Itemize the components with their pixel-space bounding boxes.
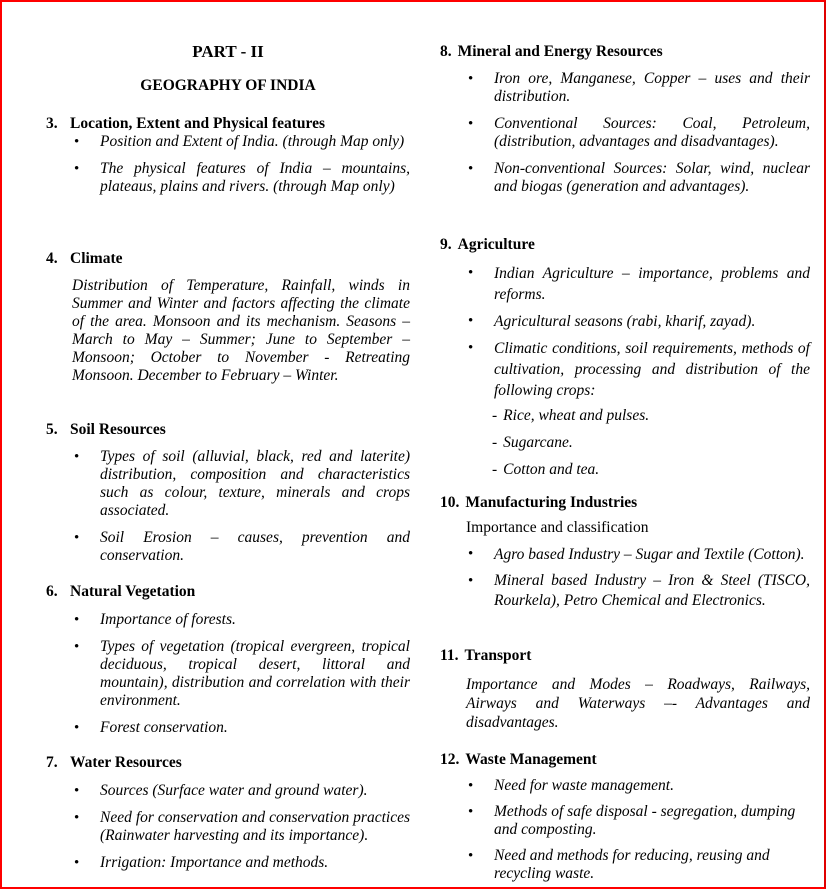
- section-heading: 3. Location, Extent and Physical features: [46, 115, 326, 132]
- list-item: • Iron ore, Manganese, Copper – uses and their distribution.: [440, 70, 810, 106]
- section-minerals: [440, 43, 810, 196]
- section-vegetation: [46, 583, 410, 737]
- section-heading: 11. Transport: [440, 647, 532, 664]
- part-title: PART - II: [192, 42, 264, 61]
- list-item: • Sources (Surface water and ground water).: [46, 782, 410, 800]
- list-item: • Conventional Sources: Coal, Petroleum, (distribution, advantages and disadvantages).: [440, 115, 810, 151]
- bullet-list: [440, 777, 810, 883]
- section-intro: Importance and classification: [466, 519, 649, 536]
- list-item: • Methods of safe disposal - segregation, dumping and composting.: [440, 803, 810, 839]
- list-item: • Types of soil (alluvial, black, red and laterite) distribution, composition and characteristics such as colour, texture, minerals and crops associated.: [46, 448, 410, 520]
- list-item: • Need for waste management.: [440, 777, 810, 795]
- section-heading: 12. Waste Management: [440, 751, 597, 768]
- list-item: • The physical features of India – mountains, plateaus, plains and rivers. (through Map only): [46, 160, 410, 196]
- list-item: • Importance of forests.: [46, 611, 410, 629]
- dash-marker: -: [492, 434, 498, 451]
- section-water: [46, 754, 410, 872]
- bullet-list: [440, 70, 810, 196]
- section-agriculture: [440, 236, 810, 479]
- list-item: • Agro based Industry – Sugar and Textile (Cotton).: [440, 545, 810, 564]
- section-heading: 5. Soil Resources: [46, 421, 166, 438]
- list-item: • Need and methods for reducing, reusing and recycling waste.: [440, 847, 810, 883]
- dash-marker: -: [492, 461, 498, 478]
- bullet-list: [440, 545, 810, 611]
- bullet-list: [46, 611, 410, 737]
- section-paragraph: Importance and Modes – Roadways, Railways, Airways and Waterways –- Advantages and disadvantages.: [466, 676, 810, 731]
- dash-marker: -: [492, 407, 498, 424]
- list-item: • Soil Erosion – causes, prevention and conservation.: [46, 529, 410, 565]
- list-item: • Non-conventional Sources: Solar, wind, nuclear and biogas (generation and advantages).: [440, 160, 810, 196]
- bullet-list: [440, 263, 810, 401]
- subject-title: GEOGRAPHY OF INDIA: [140, 77, 316, 94]
- section-heading: 9. Agriculture: [440, 236, 535, 253]
- bullet-list: [46, 448, 410, 565]
- list-item: • Irrigation: Importance and methods.: [46, 854, 410, 872]
- list-item: • Types of vegetation (tropical evergreen, tropical deciduous, tropical desert, littoral and mountain), distribution and correlation with their environment.: [46, 638, 410, 710]
- list-item: • Indian Agriculture – importance, problems and reforms.: [440, 263, 810, 305]
- list-item: • Mineral based Industry – Iron & Steel (TISCO, Rourkela), Petro Chemical and Electronics.: [440, 571, 810, 611]
- section-heading: 7. Water Resources: [46, 754, 182, 771]
- list-item: • Position and Extent of India. (through Map only): [46, 133, 410, 151]
- section-waste: [440, 751, 810, 883]
- bullet-list: [46, 782, 410, 872]
- list-item: • Agricultural seasons (rabi, kharif, zayad).: [440, 311, 810, 332]
- section-heading: 6. Natural Vegetation: [46, 583, 196, 600]
- section-paragraph: Distribution of Temperature, Rainfall, winds in Summer and Winter and factors affecting the climate of the area. Monsoon and its mechanism. Seasons –March to May – Summer; June to September – Monsoon; October to November - Retreating Monsoon. December to February – Winter.: [72, 277, 410, 384]
- list-item: • Climatic conditions, soil requirements, methods of cultivation, processing and distribution of the following crops:: [440, 338, 810, 401]
- list-item: - Rice, wheat and pulses.: [492, 407, 650, 424]
- list-item: • Forest conservation.: [46, 719, 410, 737]
- section-heading: 4. Climate: [46, 250, 123, 267]
- section-soil: [46, 421, 410, 565]
- section-heading: 10. Manufacturing Industries: [440, 494, 638, 511]
- crop-list: [440, 407, 810, 479]
- bullet-list: [46, 133, 410, 196]
- section-manufacturing: [440, 494, 810, 611]
- section-location: [46, 115, 410, 196]
- section-heading: 8. Mineral and Energy Resources: [440, 43, 663, 60]
- section-transport: [440, 647, 810, 732]
- list-item: - Sugarcane.: [492, 434, 573, 451]
- list-item: • Need for conservation and conservation practices (Rainwater harvesting and its importance).: [46, 809, 410, 845]
- section-climate: [46, 250, 410, 385]
- list-item: - Cotton and tea.: [492, 461, 600, 478]
